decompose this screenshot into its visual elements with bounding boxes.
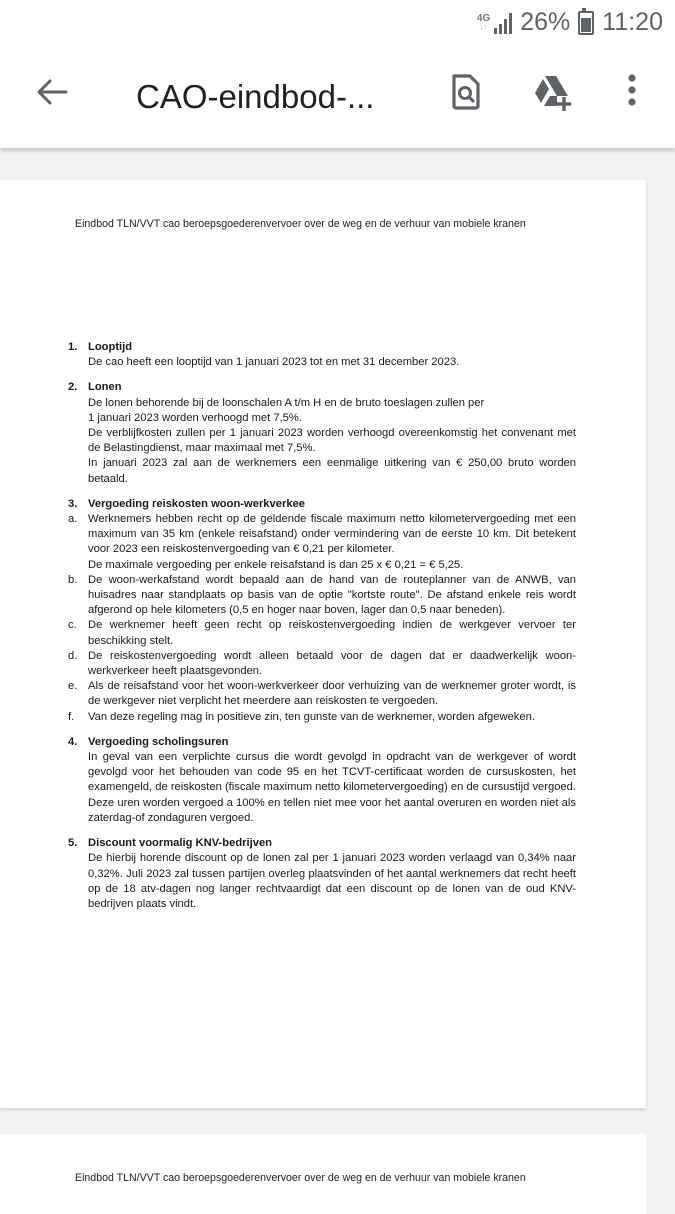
section-reiskosten bbox=[68, 497, 576, 725]
document-search-icon bbox=[444, 70, 488, 114]
section-text: In januari 2023 zal aan de werknemers een eenmalige uitkering van € 250,00 bruto worden betaald. bbox=[88, 457, 576, 485]
item-label: f. bbox=[68, 710, 75, 723]
section-title: Vergoeding reiskosten woon-werkverkee bbox=[88, 497, 305, 510]
more-vert-icon bbox=[610, 70, 654, 114]
document-title: CAO-eindbod-... bbox=[136, 78, 375, 115]
list-item bbox=[68, 618, 576, 648]
item-text: Als de reisafstand voor het woon-werkverkeer door verhuizing van de werknemer groter wordt, is de werkgever niet verplicht het meerdere aan reiskosten te vergoeden. bbox=[88, 680, 576, 708]
status-bar bbox=[0, 0, 675, 48]
item-label: e. bbox=[68, 680, 78, 693]
pdf-page-2 bbox=[0, 1134, 646, 1214]
section-number: 4. bbox=[68, 735, 78, 748]
signal-icon bbox=[494, 12, 512, 34]
network-4g-icon: 4G ↓↑ bbox=[476, 12, 491, 31]
clock: 11:20 bbox=[602, 8, 663, 36]
section-title: Discount voormalig KNV-bedrijven bbox=[88, 837, 273, 850]
document-body bbox=[68, 340, 576, 922]
section-discount-knv bbox=[68, 836, 576, 912]
item-text: Van deze regeling mag in positieve zin, ten gunste van de werknemer, worden afgeweken. bbox=[88, 710, 535, 723]
find-in-document-button[interactable] bbox=[444, 70, 488, 114]
section-scholingsuren bbox=[68, 735, 576, 826]
status-icons bbox=[477, 8, 663, 37]
section-text: De lonen behorende bij de loonschalen A t/m H en de bruto toeslagen zullen per bbox=[88, 396, 485, 409]
section-number: 3. bbox=[68, 497, 78, 510]
list-item bbox=[68, 512, 576, 573]
list-item bbox=[68, 679, 576, 709]
section-text: De hierbij horende discount op de lonen zal per 1 januari 2023 worden verlaagd van 0,34% naar 0,32%. Juli 2023 zal tussen partijen overleg plaatsvinden of het aantal werknemers dat recht heeft op de 18 atv-dagen nog langer rechtvaardigt dat een discount op de lonen van de oud KNV-bedrijven plaats vindt. bbox=[88, 852, 576, 910]
running-header: Eindbod TLN/VVT cao beroepsgoederenvervoer over de weg en de verhuur van mobiele kranen bbox=[75, 1172, 526, 1184]
item-text-extra: De maximale vergoeding per enkele reisafstand is dan 25 x € 0,21 = € 5,25. bbox=[88, 558, 464, 571]
item-text: Werknemers hebben recht op de geldende fiscale maximum netto kilometervergoeding met een maximum van 35 km (enkele reisafstand) onder vermindering van de eerste 10 km. Dit betekent voor 2023 een reiskostenvergoeding van € 0,21 per kilometer. bbox=[88, 513, 576, 556]
section-looptijd bbox=[68, 340, 576, 370]
section-title: Lonen bbox=[88, 381, 122, 394]
item-label: d. bbox=[68, 649, 78, 662]
section-lonen bbox=[68, 380, 576, 486]
arrow-back-icon bbox=[32, 72, 72, 112]
add-to-drive-button[interactable] bbox=[530, 70, 574, 114]
item-label: b. bbox=[68, 573, 78, 586]
battery-icon bbox=[578, 11, 594, 35]
item-label: a. bbox=[68, 513, 78, 526]
app-bar bbox=[0, 48, 675, 148]
section-number: 2. bbox=[68, 381, 78, 394]
section-text: 1 januari 2023 worden verhoogd met 7,5%. bbox=[88, 411, 302, 424]
section-number: 5. bbox=[68, 837, 78, 850]
more-options-button[interactable] bbox=[610, 70, 654, 114]
item-text: De reiskostenvergoeding wordt alleen betaald voor de dagen dat er daadwerkelijk woon-werkverkeer heeft plaatsgevonden. bbox=[88, 649, 576, 678]
item-text: De woon-werkafstand wordt bepaald aan de hand van de routeplanner van de ANWB, van huisadres naar standplaats op basis van de optie "kortste route". De afstand enkele reis wordt afgerond op hele kilometers (0,5 en hoger naar boven, lager dan 0,5 naar beneden). bbox=[88, 573, 576, 617]
list-item bbox=[68, 649, 576, 679]
item-label: c. bbox=[68, 619, 77, 632]
section-number: 1. bbox=[68, 341, 78, 353]
running-header: Eindbod TLN/VVT cao beroepsgoederenvervoer over de weg en de verhuur van mobiele kranen bbox=[75, 218, 526, 230]
section-title: Vergoeding scholingsuren bbox=[88, 735, 229, 748]
item-text: De werknemer heeft geen recht op reiskostenvergoeding indien de werkgever vervoer ter beschikking stelt. bbox=[88, 619, 576, 647]
drive-add-icon bbox=[530, 70, 574, 114]
section-text: In geval van een verplichte cursus die wordt gevolgd in opdracht van de werkgever of wordt gevolgd voor het behouden van code 95 en het TCVT-certificaat worden de cursuskosten, het examengeld, de reiskosten (fiscale maximum netto kilometervergoeding) en de cursustijd vergoed. Deze uren worden vergoed a 100% en tellen niet mee voor het aantal overuren en worden niet als zaterdag-of zondaguren vergoed. bbox=[88, 751, 576, 824]
list-item bbox=[68, 573, 576, 619]
list-item bbox=[68, 710, 576, 725]
section-title: Looptijd bbox=[88, 341, 133, 353]
section-text: De cao heeft een looptijd van 1 januari 2023 tot en met 31 december 2023. bbox=[88, 356, 460, 369]
pdf-page-1 bbox=[0, 180, 646, 1108]
battery-percent: 26% bbox=[520, 8, 571, 36]
back-button[interactable] bbox=[32, 72, 72, 112]
section-text: De verblijfkosten zullen per 1 januari 2023 worden verhoogd overeenkomstig het convenant met de Belastingdienst, maar maximaal met 7,5%. bbox=[88, 427, 576, 455]
